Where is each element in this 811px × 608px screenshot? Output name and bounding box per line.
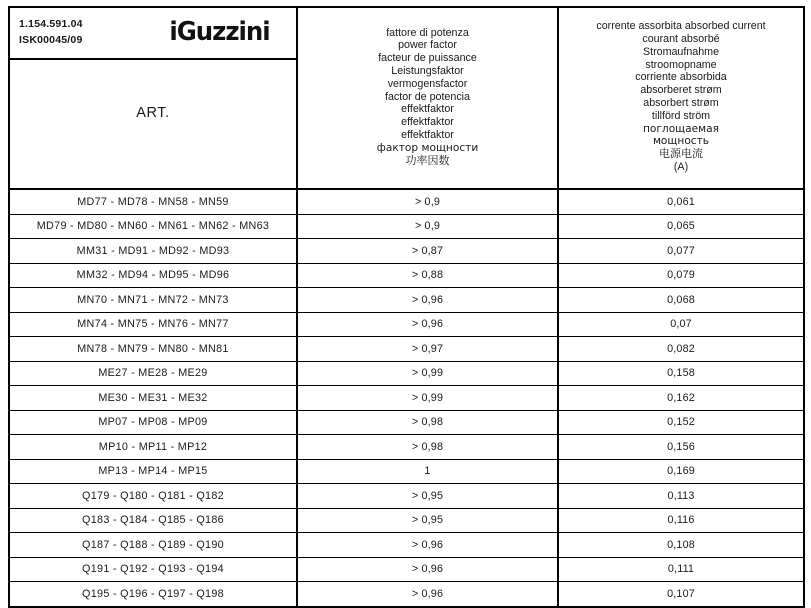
cell-power-factor: > 0,97 — [297, 337, 558, 362]
cell-power-factor: > 0,99 — [297, 386, 558, 411]
absorbed-current-label-ru-line1: поглощаемая — [642, 122, 720, 135]
absorbed-current-label-nl: stroomopname — [645, 58, 717, 71]
table-row — [9, 582, 804, 607]
table-row — [9, 214, 804, 239]
power-factor-label-fr: facteur de puissance — [378, 52, 477, 65]
cell-power-factor: 1 — [297, 459, 558, 484]
table-row — [9, 533, 804, 558]
cell-article: MP13 - MP14 - MP15 — [9, 459, 297, 484]
cell-article: MP07 - MP08 - MP09 — [9, 410, 297, 435]
cell-power-factor: > 0,96 — [297, 557, 558, 582]
power-factor-header-cell — [297, 7, 558, 189]
cell-power-factor: > 0,96 — [297, 582, 558, 607]
cell-article: MN74 - MN75 - MN76 - MN77 — [9, 312, 297, 337]
cell-absorbed-current: 0,158 — [558, 361, 804, 386]
cell-article: Q191 - Q192 - Q193 - Q194 — [9, 557, 297, 582]
cell-article: Q183 - Q184 - Q185 - Q186 — [9, 508, 297, 533]
absorbed-current-label-fr: courant absorbé — [642, 33, 720, 46]
cell-absorbed-current: 0,152 — [558, 410, 804, 435]
cell-power-factor: > 0,96 — [297, 533, 558, 558]
iguzzini-logo: iGuzzini — [169, 17, 270, 47]
specifications-table — [8, 6, 805, 608]
table-row — [9, 288, 804, 313]
absorbed-current-unit: (A) — [673, 160, 689, 173]
cell-article: MD79 - MD80 - MN60 - MN61 - MN62 - MN63 — [9, 214, 297, 239]
cell-absorbed-current: 0,061 — [558, 189, 804, 214]
cell-power-factor: > 0,88 — [297, 263, 558, 288]
power-factor-label-no: effektfaktor — [401, 116, 454, 129]
table-row — [9, 557, 804, 582]
document-code-primary: 1.154.591.04 — [19, 18, 83, 30]
cell-article: MN78 - MN79 - MN80 - MN81 — [9, 337, 297, 362]
table-row — [9, 263, 804, 288]
document-codes — [19, 16, 83, 48]
table-row — [9, 386, 804, 411]
table-row — [9, 484, 804, 509]
cell-power-factor: > 0,99 — [297, 361, 558, 386]
table-row — [9, 337, 804, 362]
cell-power-factor: > 0,98 — [297, 410, 558, 435]
table-row — [9, 239, 804, 264]
cell-power-factor: > 0,95 — [297, 484, 558, 509]
cell-absorbed-current: 0,079 — [558, 263, 804, 288]
absorbed-current-header-languages — [565, 20, 797, 174]
header-row-identification — [9, 7, 804, 59]
power-factor-label-nl: vermogensfactor — [387, 77, 468, 90]
table-row — [9, 435, 804, 460]
cell-power-factor: > 0,87 — [297, 239, 558, 264]
cell-absorbed-current: 0,065 — [558, 214, 804, 239]
cell-power-factor: > 0,96 — [297, 312, 558, 337]
table-row — [9, 189, 804, 214]
power-factor-label-sv: effektfaktor — [401, 128, 454, 141]
cell-absorbed-current: 0,169 — [558, 459, 804, 484]
power-factor-header-languages — [304, 27, 551, 168]
cell-power-factor: > 0,95 — [297, 508, 558, 533]
cell-absorbed-current: 0,068 — [558, 288, 804, 313]
table-row — [9, 459, 804, 484]
absorbed-current-label-de: Stromaufnahme — [642, 45, 720, 58]
cell-power-factor: > 0,96 — [297, 288, 558, 313]
power-factor-label-zh: 功率因数 — [405, 153, 450, 167]
table-row — [9, 361, 804, 386]
absorbed-current-header-cell — [558, 7, 804, 189]
cell-absorbed-current: 0,07 — [558, 312, 804, 337]
cell-article: Q195 - Q196 - Q197 - Q198 — [9, 582, 297, 607]
absorbed-current-label-no: absorbert strøm — [643, 97, 719, 109]
cell-article: MD77 - MD78 - MN58 - MN59 — [9, 189, 297, 214]
cell-absorbed-current: 0,077 — [558, 239, 804, 264]
absorbed-current-label-da: absorberet strøm — [640, 84, 722, 97]
cell-absorbed-current: 0,111 — [558, 557, 804, 582]
cell-power-factor: > 0,98 — [297, 435, 558, 460]
article-header-cell — [9, 59, 297, 189]
cell-absorbed-current: 0,108 — [558, 533, 804, 558]
cell-article: MP10 - MP11 - MP12 — [9, 435, 297, 460]
cell-power-factor: > 0,9 — [297, 189, 558, 214]
cell-power-factor: > 0,9 — [297, 214, 558, 239]
table-body — [9, 7, 804, 607]
power-factor-label-de: Leistungsfaktor — [391, 65, 464, 77]
document-code-secondary: ISK00045/09 — [19, 34, 83, 46]
cell-article: MN70 - MN71 - MN72 - MN73 — [9, 288, 297, 313]
cell-absorbed-current: 0,162 — [558, 386, 804, 411]
cell-article: Q187 - Q188 - Q189 - Q190 — [9, 533, 297, 558]
table-row — [9, 312, 804, 337]
table-row — [9, 508, 804, 533]
power-factor-label-es: factor de potencia — [385, 90, 470, 103]
cell-article: MM32 - MD94 - MD95 - MD96 — [9, 263, 297, 288]
absorbed-current-label-it-en: corrente assorbita absorbed current — [596, 20, 766, 33]
absorbed-current-label-sv: tillförd ström — [651, 109, 711, 122]
power-factor-label-en: power factor — [398, 39, 457, 52]
cell-article: MM31 - MD91 - MD92 - MD93 — [9, 239, 297, 264]
cell-absorbed-current: 0,113 — [558, 484, 804, 509]
cell-absorbed-current: 0,156 — [558, 435, 804, 460]
power-factor-label-ru: фактор мощности — [376, 141, 479, 154]
cell-absorbed-current: 0,107 — [558, 582, 804, 607]
document-identification-cell — [9, 7, 297, 59]
absorbed-current-label-ru-line2: мощность — [652, 135, 710, 148]
power-factor-label-it: fattore di potenza — [386, 26, 469, 39]
cell-article: ME27 - ME28 - ME29 — [9, 361, 297, 386]
power-factor-label-da: effektfaktor — [401, 103, 454, 116]
cell-article: Q179 - Q180 - Q181 - Q182 — [9, 484, 297, 509]
absorbed-current-label-zh: 电源电流 — [659, 147, 703, 161]
article-header-label: ART. — [136, 105, 170, 122]
cell-absorbed-current: 0,116 — [558, 508, 804, 533]
absorbed-current-label-es: corriente absorbida — [635, 71, 727, 84]
table-row — [9, 410, 804, 435]
cell-absorbed-current: 0,082 — [558, 337, 804, 362]
cell-article: ME30 - ME31 - ME32 — [9, 386, 297, 411]
